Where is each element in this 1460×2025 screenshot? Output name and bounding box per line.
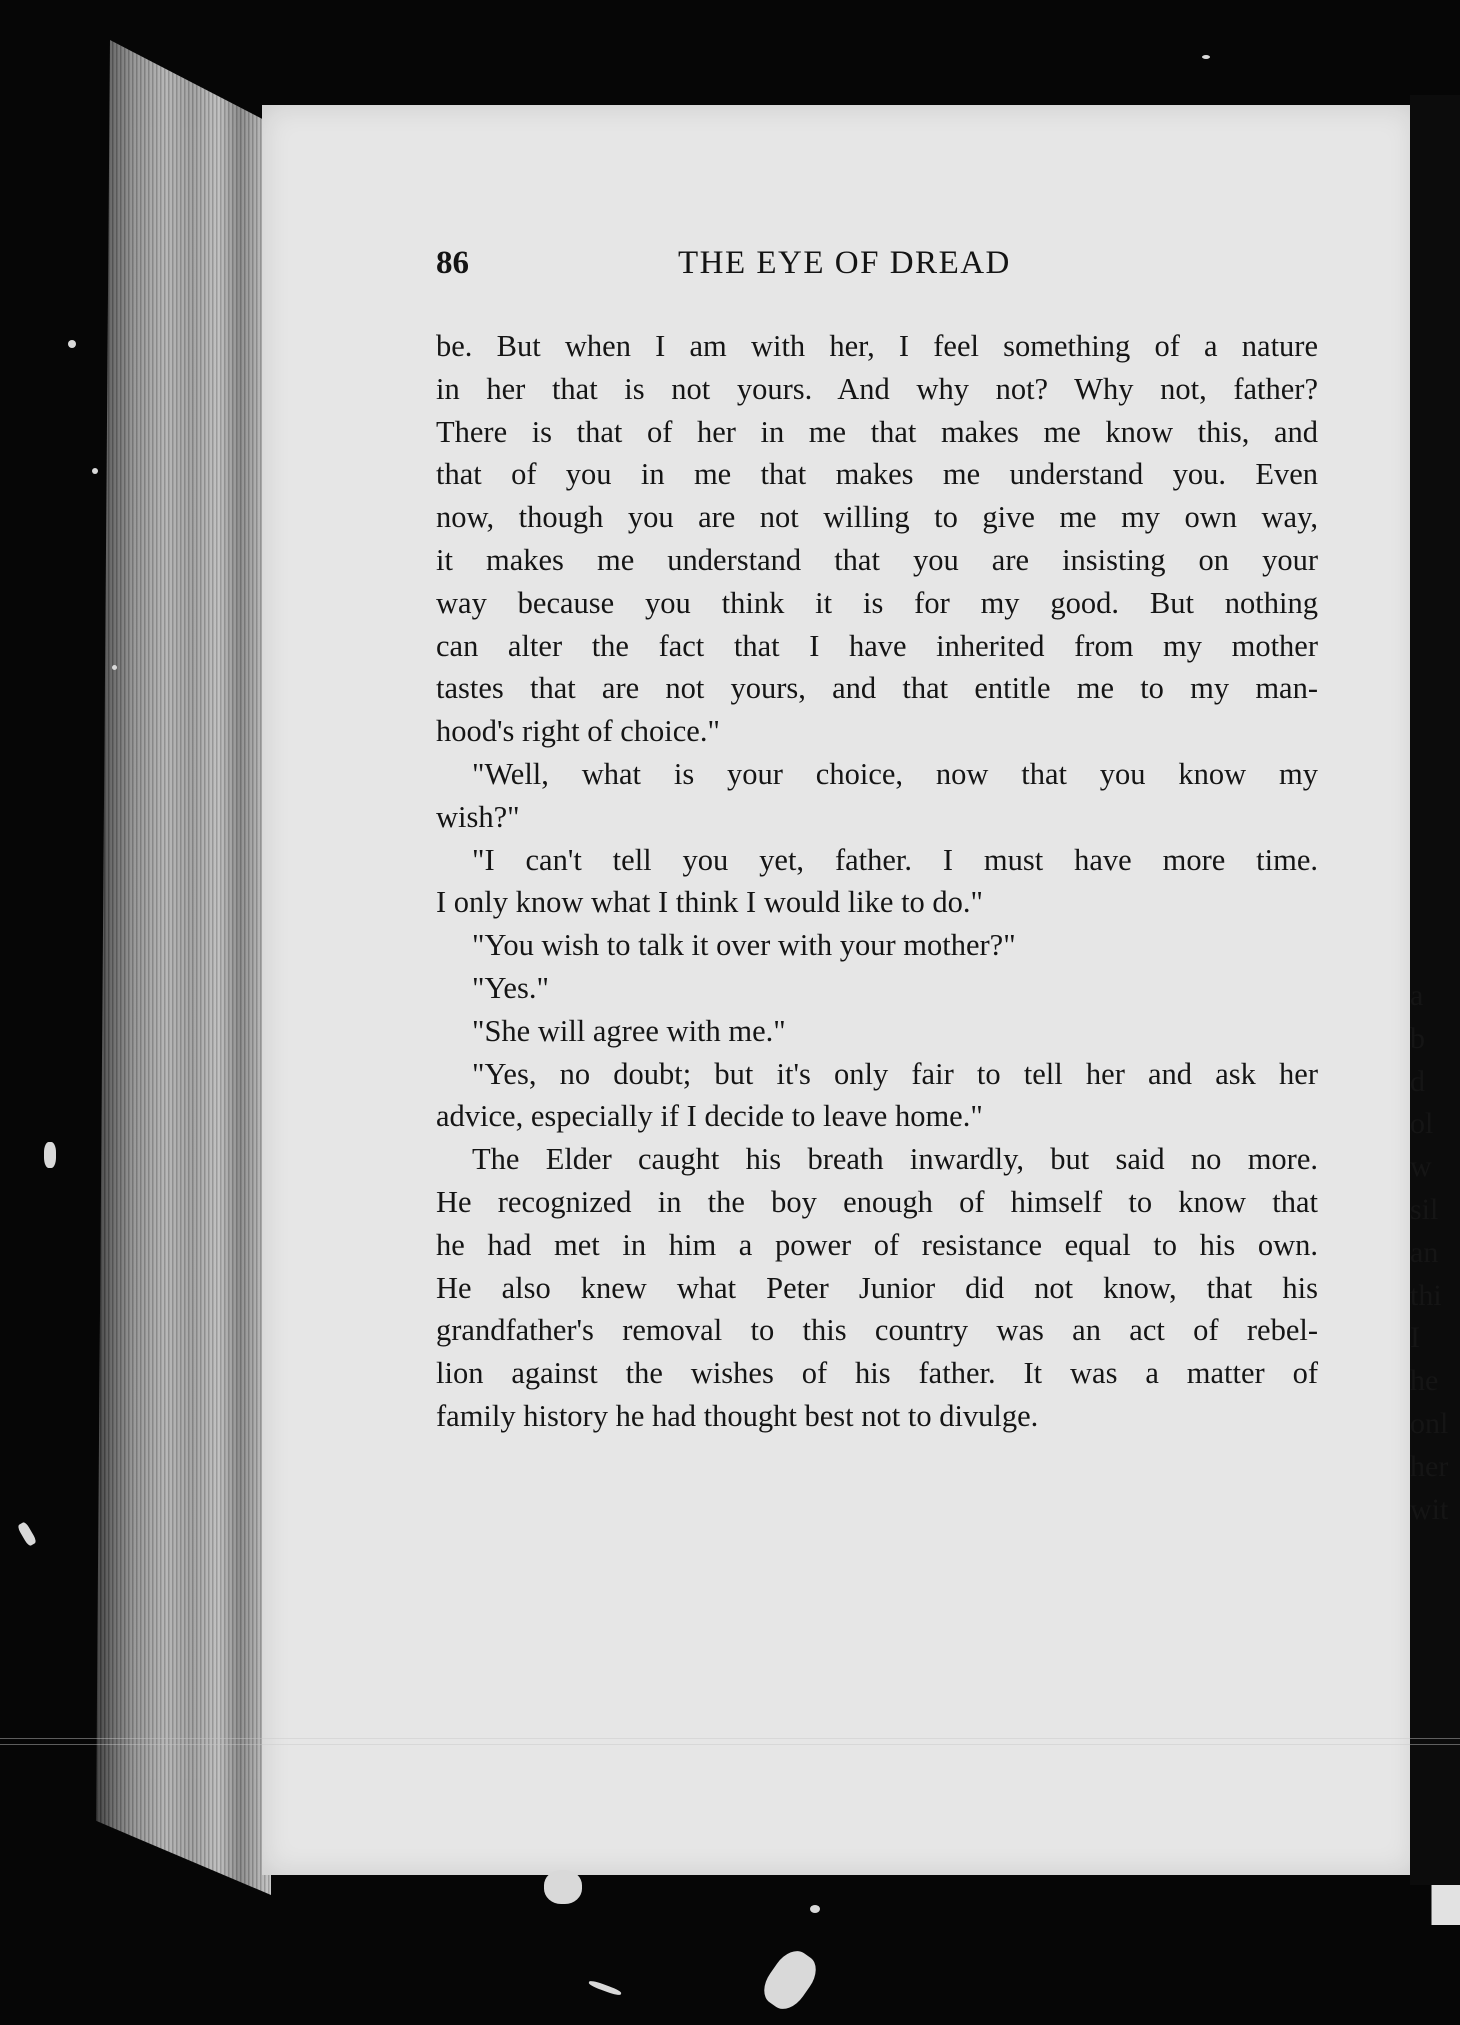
text-line: "Well, what is your choice, now that you know my (472, 756, 1318, 791)
page-number: 86 (436, 245, 469, 281)
text-line: "I can't tell you yet, father. I must have more time. (472, 842, 1318, 877)
fragment-line: her (1410, 1449, 1449, 1483)
text-line: family history he had thought best not to divulge. (436, 1398, 1039, 1433)
text-line: hood's right of choice." (436, 714, 720, 749)
fragment-line: an (1410, 1235, 1439, 1269)
text-line: He recognized in the boy enough of himself to know that (436, 1184, 1318, 1219)
scan-speck (756, 1944, 823, 2016)
text-line: he had met in him a power of resistance equal to his own. (436, 1227, 1318, 1262)
text-line: I only know what I think I would like to do." (436, 885, 983, 920)
text-line: can alter the fact that I have inherited from my mother (436, 628, 1318, 663)
scan-speck (17, 1521, 38, 1547)
fragment-line: ol (1410, 1107, 1434, 1141)
scan-speck (544, 1870, 582, 1904)
text-line: grandfather's removal to this country was an act of rebel- (436, 1313, 1318, 1348)
text-line: that of you in me that makes me understand you. Even (436, 457, 1318, 492)
fragment-line: w (1410, 1150, 1432, 1184)
fragment-line: I (1410, 1321, 1420, 1355)
text-line: now, though you are not willing to give me my own way, (436, 500, 1318, 535)
scan-speck (92, 468, 98, 474)
text-line: There is that of her in me that makes me know this, and (436, 414, 1318, 449)
running-title: THE EYE OF DREAD (678, 245, 1011, 281)
scan-speck (810, 1905, 820, 1913)
scan-speck (68, 340, 76, 348)
text-line: lion against the wishes of his father. It was a matter of (436, 1356, 1318, 1391)
right-page-text-fragments (1410, 975, 1460, 1531)
text-line: He also knew what Peter Junior did not know, that his (436, 1270, 1318, 1305)
fragment-line: a (1410, 979, 1424, 1012)
scan-speck (588, 1979, 622, 1996)
text-line: "Yes." (472, 970, 549, 1005)
text-line: way because you think it is for my good. But nothing (436, 585, 1318, 620)
page-edges (96, 40, 271, 1895)
fragment-line: d (1410, 1064, 1425, 1098)
fragment-line: b (1410, 1021, 1425, 1055)
text-line: "You wish to talk it over with your mother?" (472, 928, 1016, 963)
page-header (436, 245, 1096, 295)
text-line: wish?" (436, 799, 520, 834)
text-line: The Elder caught his breath inwardly, but said no more. (472, 1142, 1318, 1177)
text-line: advice, especially if I decide to leave home." (436, 1099, 983, 1134)
text-line: it makes me understand that you are insisting on your (436, 542, 1318, 577)
scan-line (0, 1738, 1460, 1739)
scan-speck (112, 665, 117, 670)
fragment-line: wit (1410, 1492, 1449, 1526)
fragment-line: onl (1410, 1406, 1449, 1440)
fragment-line: thi (1410, 1278, 1442, 1312)
scan-line (0, 1744, 1460, 1745)
text-line: in her that is not yours. And why not? Why not, father? (436, 371, 1318, 406)
text-line: "She will agree with me." (472, 1013, 786, 1048)
body-text (436, 325, 1318, 1438)
scan-speck (44, 1142, 56, 1168)
fragment-line: sil (1410, 1192, 1439, 1226)
text-line: "Yes, no doubt; but it's only fair to tell her and ask her (472, 1056, 1318, 1091)
fragment-line: he (1410, 1364, 1439, 1398)
scan-speck (1202, 55, 1210, 59)
text-line: tastes that are not yours, and that entitle me to my man- (436, 671, 1318, 706)
text-line: be. But when I am with her, I feel something of a nature (436, 329, 1318, 363)
